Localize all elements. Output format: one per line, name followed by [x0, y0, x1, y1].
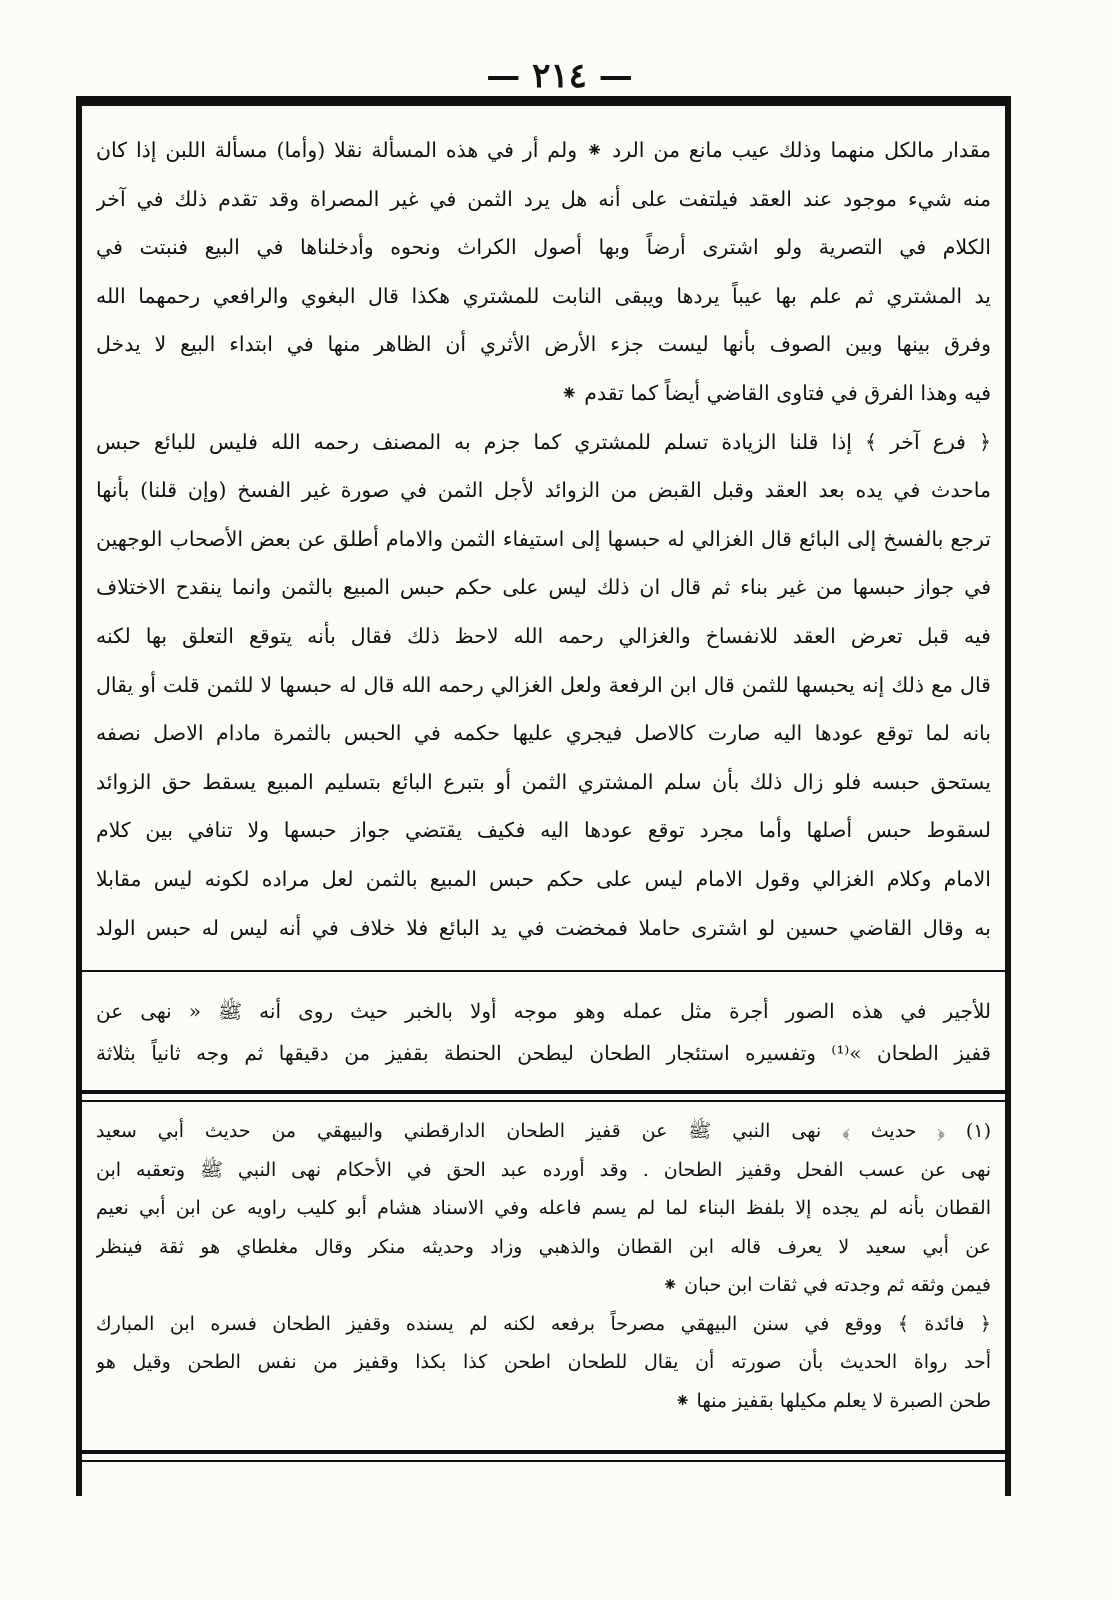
- footnote-line: فيمن وثقه ثم وجدته في ثقات ابن حبان ⁕: [662, 1274, 991, 1296]
- footnote-line: ﴿ فائدة ﴾ ووقع في سنن البيهقي مصرحاً برفعه لكنه لم يسنده وقفيز الطحان فسره ابن المبارك: [96, 1312, 991, 1335]
- footnote-line: (١) ﴿ حديث ﴾ نهى النبي ﷺ عن قفيز الطحان الدارقطني والبيهقي من حديث أبي سعيد: [96, 1120, 991, 1142]
- footnote-line: أحد رواة الحديث بأن صورته أن يقال للطحان اطحن كذا بكذا وقفيز من نفس الطحن وقيل هو: [96, 1351, 991, 1373]
- continued-text: [96, 990, 991, 1074]
- main-text-line: لسقوط حبس أصلها وأما مجرد توقع عودها اليه فكيف يقتضي جواز حبسها ولا تنافي بين كلام: [96, 818, 991, 843]
- bottom-rule: [76, 1450, 1011, 1454]
- footnote-line: نهى عن عسب الفحل وقفيز الطحان . وقد أورده عبد الحق في الأحكام نهى النبي ﷺ وتعقبه ابن: [96, 1158, 991, 1181]
- top-rule: [76, 96, 1011, 106]
- main-text-line: ماحدث في يده بعد العقد وقبل القبض من الزوائد لأجل الثمن في صورة غير الفسخ (وإن قلنا) بأنها: [96, 478, 991, 503]
- main-text-line: به وقال القاضي حسين لو اشترى حاملا فمخضت في يد البائع فلا خلاف في أنه ليس له حبس الولد: [96, 915, 991, 940]
- continued-text-line: قفيز الطحان »⁽¹⁾ وتفسيره استئجار الطحان ليطحن الحنطة بقفيز من دقيقها ثم وجه ثانياً بثلاثة: [96, 1041, 991, 1065]
- footnote-rule: [76, 1090, 1011, 1094]
- main-text-line: فيه وهذا الفرق في فتاوى القاضي أيضاً كما تقدم ⁕: [560, 380, 991, 405]
- main-text-line: الامام وكلام الغزالي وقول الامام ليس على حكم حبس المبيع بالثمن لعل مراده لكونه ليس مقابلا: [96, 866, 991, 891]
- footnote-line: القطان بأنه لم يجده إلا بلفظ البناء لما لم يسم فاعله وفي الاسناد هشام أبو كليب راويه عن ابن أبي نعيم: [96, 1197, 991, 1219]
- main-text-line: يستحق حبسه فلو زال ذلك بأن سلم المشتري الثمن أو بتبرع البائع بتسليم المبيع يسقط حق الزوائد: [96, 769, 991, 794]
- main-text-line: في جواز حبسها من غير بناء ثم قال ان ذلك ليس على حكم حبس المبيع بالثمن وانما ينقدح الاختلاف: [96, 575, 991, 600]
- bottom-rule-inner: [76, 1460, 1011, 1462]
- footnotes: [96, 1112, 991, 1420]
- main-text-line: الكلام في التصرية ولو اشترى أرضاً وبها أصول الكراث ونحوه وأدخلناها في البيع فنبتت في: [96, 235, 991, 260]
- page-number: — ٢١٤ —: [486, 56, 633, 96]
- footnote-line: عن أبي سعيد لا يعرف قاله ابن القطان والذهبي وزاد وحديثه منكر وقال مغلطاي هو ثقة فينظر: [96, 1235, 991, 1258]
- footnote-rule-inner: [76, 1100, 1011, 1102]
- section-divider: [76, 970, 1011, 972]
- main-text-line: بانه لما توقع عودها اليه صارت كالاصل فيجري عليها حكمه في الحبس بالثمرة مادام الاصل نصفه: [96, 721, 991, 746]
- main-text-line: فيه قبل تعرض العقد للانفساخ والغزالي رحمه الله لاحظ ذلك فقال بأنه يتوقع التعلق بها لكنه: [96, 623, 991, 648]
- main-text-line: وفرق بينها وبين الصوف بأنها ليست جزء الأرض الأثري أن الظاهر منها في ابتداء البيع لا يدخل: [96, 332, 991, 357]
- main-text-line: ترجع بالفسخ إلى البائع قال الغزالي له حبسها إلى استيفاء الثمن والامام أطلق عن بعض الأصحاب الوجهين: [96, 526, 991, 551]
- main-text-line: منه شيء موجود عند العقد فيلتفت على أنه هل يرد الثمن في غير المصراة وقد تقدم ذلك في آخر: [96, 186, 991, 211]
- main-text-line: يد المشتري ثم علم بها عيباً يردها ويبقى النابت للمشتري هكذا قال البغوي والرافعي رحمهما الله: [96, 283, 991, 308]
- footnote-line: طحن الصبرة لا يعلم مكيلها بقفيز منها ⁕: [674, 1389, 991, 1412]
- main-text-line: مقدار مالكل منهما وذلك عيب مانع من الرد ⁕ ولم أر في هذه المسألة نقلا (وأما) مسألة اللبن إذا كان: [96, 138, 991, 162]
- main-text-line: قال مع ذلك إنه يحبسها للثمن قال ابن الرفعة ولعل الغزالي رحمه الله قال له حبسها لا للثمن قلت أو يقال: [96, 672, 991, 697]
- main-text: [96, 126, 991, 952]
- continued-text-line: للأجير في هذه الصور أجرة مثل عمله وهو موجه أولا بالخبر حيث روى أنه ﷺ « نهى عن: [96, 999, 991, 1023]
- main-text-line: ﴿ فرع آخر ﴾ إذا قلنا الزيادة تسلم للمشتري كما جزم به المصنف رحمه الله فليس للبائع حبس: [96, 429, 991, 454]
